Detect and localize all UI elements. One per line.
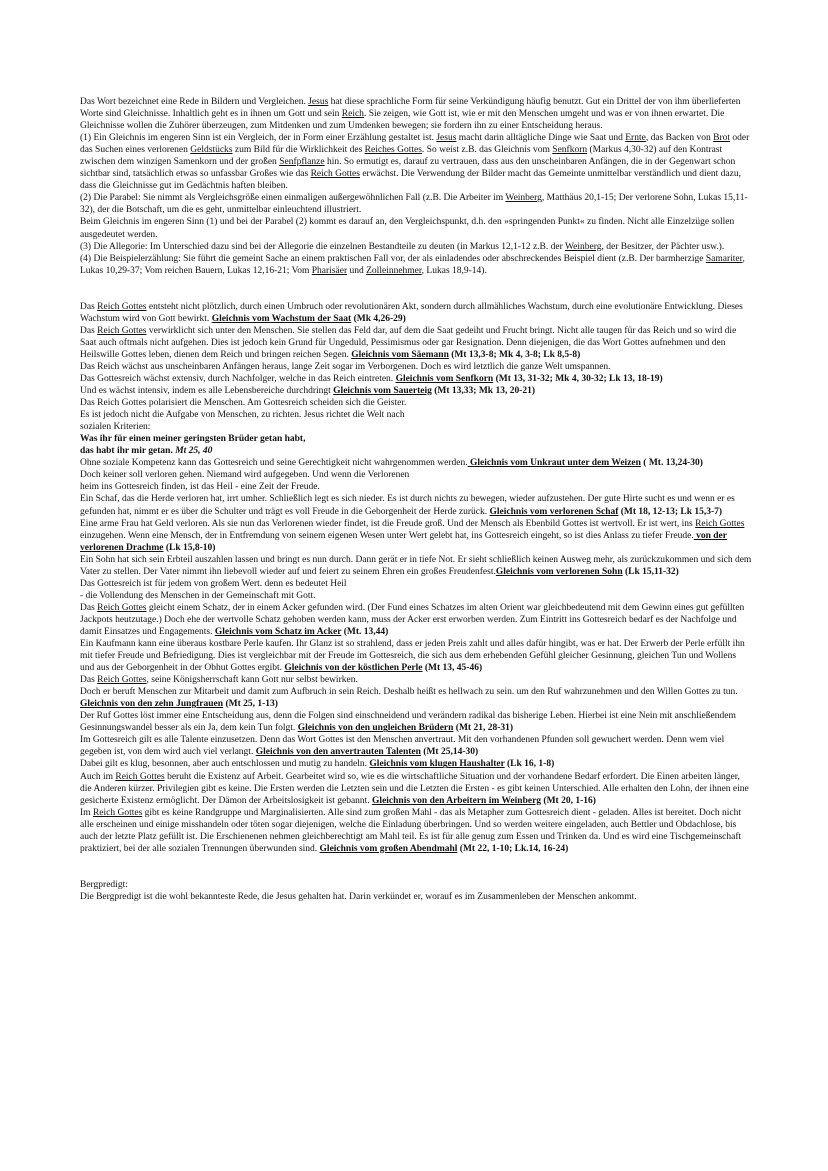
body-paragraph: Und es wächst intensiv, indem es alle Lebensbereiche durchdringt Gleichnis vom Sauerteig (Mt 13,33; Mk 13, 20-21) <box>80 386 536 397</box>
parable-reference <box>468 458 703 468</box>
bible-citation: (Mt. 13,44) <box>341 626 389 637</box>
glossary-link[interactable]: Reich <box>341 109 364 120</box>
bible-citation: (Mt 20, 1-16) <box>541 795 596 806</box>
intro-paragraph: (3) Die Allegorie: Im Unterschied dazu sind bei der Allegorie die einzelnen Bestandteile zu deuten (in Markus 12,1-12 z.B. der Weinberg, der Besitzer, der Pächter usw.). <box>80 241 725 252</box>
parable-reference <box>372 796 596 806</box>
intro-paragraph: (2) Die Parabel: Sie nimmt als Vergleichsgröße einen einmaligen außergewöhnlichen Fall (z.B. Die Arbeiter im Weinberg, Matthäus 20,1-15; Der verlorene Sohn, Lukas 15,11-32), der die Botschaft, um die es geht, unmittelbar einleuchtend illustriert. <box>80 193 748 216</box>
parable-title: Gleichnis vom Schatz im Acker <box>214 626 342 637</box>
body-paragraph: Eine arme Frau hat Geld verloren. Als sie nun das Verlorenen wieder findet, ist die Freude groß. Und der Mensch als Ebenbild Gottes ist wertvoll. Er ist wert, ins Reich Gottes einzugehen. Wenn eine Mensch, der in Entfremdung von seinem eigenen Wesen unter Wert gelebt hat, ins Gottesreich eingeht, so ist dies Anlass zu tiefer Freude. von der verlorenen Drachme (Lk 15,8-10) <box>80 518 745 553</box>
bible-citation: (Mt 22, 1-10; Lk.14, 16-24) <box>457 843 569 854</box>
bible-quote-line <box>80 445 752 457</box>
body-paragraph: Das Reich wächst aus unscheinbaren Anfängen heraus, lange Zeit sogar im Verborgenen. Doch es wird letztlich die ganze Welt umspannen. <box>80 361 611 372</box>
parable-reference <box>215 627 388 637</box>
glossary-link[interactable]: Reich Gottes <box>97 325 147 336</box>
parable-reference <box>496 567 679 577</box>
parable-reference <box>333 386 535 396</box>
parable-reference <box>212 314 406 324</box>
glossary-link[interactable]: Reiches Gottes <box>364 145 422 156</box>
body-paragraph: Doch keiner soll verloren gehen. Niemand wird aufgegeben. Und wenn die Verlorenen <box>80 470 410 481</box>
parable-title: Gleichnis vom Unkraut unter dem Weizen <box>467 458 641 469</box>
parable-reference <box>298 723 513 733</box>
parable-reference <box>320 844 569 854</box>
parable-title: Gleichnis vom verlorenen Schaf <box>489 506 619 517</box>
bible-citation: (Mt 13, 31-32; Mk 4, 30-32; Lk 13, 18-19) <box>493 373 663 384</box>
glossary-link[interactable]: Reich Gottes <box>92 807 143 818</box>
glossary-link[interactable]: Zolleinnehmer <box>366 265 422 276</box>
glossary-link[interactable]: Reich Gottes <box>97 602 147 613</box>
bible-citation: (Mt 13, 45-46) <box>422 663 483 674</box>
bible-quote-line: Was ihr für einen meiner geringsten Brüder getan habt, <box>80 434 306 445</box>
parable-title: Gleichnis von der köstlichen Perle <box>284 663 423 674</box>
section-spacer <box>80 277 752 301</box>
bible-quote-text: das habt ihr mir getan. <box>80 446 173 457</box>
parable-title: Gleichnis vom Sauerteig <box>333 386 432 397</box>
bible-citation: (Mt 18, 12-13; Lk 15,3-7) <box>618 506 723 517</box>
bible-citation: (Lk 16, 1-8) <box>504 759 555 770</box>
glossary-link[interactable]: Senfkorn <box>552 145 588 156</box>
bible-citation: (Mt 13,33; Mk 13, 20-21) <box>431 386 536 397</box>
parable-title: Gleichnis von den zehn Jungfrauen <box>80 699 224 710</box>
bible-citation: (Mk 4,26-29) <box>351 313 406 324</box>
body-paragraph: Das Reich Gottes, seine Königsherrschaft kann Gott nur selbst bewirken. <box>80 675 358 686</box>
body-paragraph: Dabei gilt es klug, besonnen, aber auch entschlossen und mutig zu handeln. Gleichnis vom klugen Haushalter (Lk 16, 1-8) <box>80 759 555 770</box>
glossary-link[interactable]: Weinberg <box>505 193 542 204</box>
intro-paragraph: (4) Die Beispielerzählung: Sie führt die gemeint Sache an einem praktischen Fall vor, der als einladendes oder abschreckendes Beispiel dient (z.B. Der barmherzige Samariter, Lukas 10,29-37; Vom reichen Bauern, Lukas 12,16-21; Vom Pharisäer und Zolleinnehmer, Lukas 18,9-14). <box>80 253 745 276</box>
body-paragraph: Das Reich Gottes entsteht nicht plötzlich, durch einen Umbruch oder revolutionären Akt, sondern durch allmähliches Wachstum, durch eine evolutionäre Entwicklung. Dieses Wachstum wird von Gott bewirkt. Gleichnis vom Wachstum der Saat (Mk 4,26-29) <box>80 301 743 324</box>
intro-paragraph: Das Wort bezeichnet eine Rede in Bildern und Vergleichen. Jesus hat diese sprachliche Form für seine Verkündigung häufig benutzt. Gut ein Drittel der von ihm überlieferten Worte sind Gleichnisse. Inhaltlich geht es in ihnen um Gott und sein Reich. Sie zeigen, wie Gott ist, wie er mit den Menschen umgeht und was er von ihnen erwartet. Die Gleichnisse wollen die Zuhörer überzeugen, zum Mitdenken und zum Umdenken bewegen; sie fordern ihn zu einer Entscheidung heraus. <box>80 97 741 132</box>
bible-citation: ( Mt. 13,24-30) <box>640 458 703 469</box>
glossary-link[interactable]: Reich Gottes <box>115 771 165 782</box>
parable-reference <box>369 759 554 769</box>
bible-citation: (Lk 15,8-10) <box>163 542 216 553</box>
glossary-link[interactable]: Reich Gottes <box>310 169 360 180</box>
glossary-link[interactable]: Geldstücks <box>190 145 233 156</box>
body-paragraph: Das Gottesreich wächst extensiv, durch Nachfolger, welche in das Reich eintreten. Gleichnis vom Senfkorn (Mt 13, 31-32; Mk 4, 30-32; Lk 13, 18-19) <box>80 373 663 384</box>
parable-title: von der verlorenen Drachme <box>80 530 727 553</box>
glossary-link[interactable]: Samariter <box>705 253 743 264</box>
glossary-link[interactable]: Reich Gottes <box>695 518 745 529</box>
bible-citation: (Mt 21, 28-31) <box>453 723 514 734</box>
bible-citation: (Mt 13,3-8; Mk 4, 3-8; Lk 8,5-8) <box>448 349 581 360</box>
body-paragraph: Doch er beruft Menschen zur Mitarbeit und damit zum Aufbruch in sein Reich. Deshalb heißt es hellwach zu sein. um den Ruf wahrzunehmen und den Willen Gottes zu tun. Gleichnis von den zehn Jungfrauen (Mt 25, 1-13) <box>80 687 738 710</box>
body-paragraph: Ein Sohn hat sich sein Erbteil auszahlen lassen und bringt es nun durch. Dann gerät er in tiefe Not. Er sieht schließlich keinen Ausweg mehr, als zurückzukommen und sich dem Vater zu stellen. Der Vater nimmt ihn liebevoll wieder auf und feiert zu seinem Ehren ein großes Freudenfest.Gleichnis vom verlorenen Sohn (Lk 15,11-32) <box>80 554 752 577</box>
intro-paragraph: (1) Ein Gleichnis im engeren Sinn ist ein Vergleich, der in Form einer Erzählung gestaltet ist. Jesus macht darin alltägliche Dinge wie Saat und Ernte, das Backen von Brot oder das Suchen eines verlorenen Geldstücks zum Bild für die Wirklichkeit des Reiches Gottes. So weist z.B. das Gleichnis vom Senfkorn (Markus 4,30-32) auf den Kontrast zwischen dem winzigen Samenkorn und der großen Senfpflanze hin. So ermutigt es, darauf zu vertrauen, dass aus den unscheinbaren Anfängen, die in der Gegenwart schon sichtbar sind, tatsächlich etwas so unfassbar Großes wie das Reich Gottes erwächst. Die Verwendung der Bilder macht das Gemeinte unmittelbar verständlich und dient dazu, dass die Gleichnisse gut im Gedächtnis haften bleiben. <box>80 133 750 192</box>
parable-title: Gleichnis von den Arbeitern im Weinberg <box>372 795 542 806</box>
glossary-link[interactable]: Jesus <box>308 97 329 107</box>
body-paragraph: Das Reich Gottes gleicht einem Schatz, der in einem Acker gefunden wird. (Der Fund eines Schatzes im alten Orient war gleichbedeutend mit dem Gewinn eines gut gefüllten Jackpots heutzutage.) Doch ehe der wertvolle Schatz gehoben werden kann, muss der Acker erst erworben werden. Zum Eintritt ins Gottesreich bedarf es der Nachfolge und damit Einsatzes und Engagements. Gleichnis vom Schatz im Acker (Mt. 13,44) <box>80 602 745 637</box>
body-paragraph: sozialen Kriterien: <box>80 422 151 433</box>
parable-reference <box>256 747 478 757</box>
bergpredigt-section <box>80 879 752 903</box>
glossary-link[interactable]: Reich Gottes <box>97 301 147 312</box>
parable-title: Gleichnis vom klugen Haushalter <box>369 759 505 770</box>
body-paragraph: Der Ruf Gottes löst immer eine Entscheidung aus, denn die Folgen sind einschneidend und verändern radikal das bisherige Leben. Hierbei ist eine Nein mit anschließendem Gesinnungswandel besser als ein Ja, dem kein Tun folgt. Gleichnis von den ungleichen Brüdern (Mt 21, 28-31) <box>80 711 736 734</box>
parable-reference <box>80 699 278 709</box>
glossary-link[interactable]: Reich Gottes <box>97 675 147 686</box>
bible-citation: (Mt 25,14-30) <box>420 747 479 758</box>
glossary-link[interactable]: Senfpflanze <box>279 157 325 168</box>
bible-quote-reference: Mt 25, 40 <box>172 446 213 457</box>
parable-title: Gleichnis von den anvertrauten Talenten <box>255 747 421 758</box>
body-paragraph: Das Reich Gottes verwirklicht sich unter den Menschen. Sie stellen das Feld dar, auf dem die Saat gedeiht und Frucht bringt. Nicht alle taugen für das Reich und so wird die Saat auch oftmals nicht aufgehen. Dies ist jedoch kein Grund für Ungeduld, Pessimismus oder gar Resignation. Denn diejenigen, die das Wort Gottes aufnehmen und den Heilswille Gottes leben, dienen dem Reich und bringen reichen Segen. Gleichnis vom Säemann (Mt 13,3-8; Mk 4, 3-8; Lk 8,5-8) <box>80 325 737 360</box>
parable-title: Gleichnis vom Säemann <box>351 349 449 360</box>
body-paragraph: Im Reich Gottes gibt es keine Randgruppe und Marginalisierten. Alle sind zum großen Mahl - das als Metapher zum Gottesreich dient - geladen. Alles ist bereitet. Doch nicht alle erscheinen und einige misshandeln oder töten sogar diejenigen, welche die Einladung überbringen. Und so werden weitere eingeladen, auch Bettler und Obdachlose, bis auch der letzte Platz gefüllt ist. Die Erschienenen nehmen gleichberechtigt am Mahl teil. Es ist für alle genug zum Essen und Trinken da. Und es wird eine Tischgemeinschaft praktiziert, bei der alle sozialen Trennungen überwunden sind. Gleichnis vom großen Abendmahl (Mt 22, 1-10; Lk.14, 16-24) <box>80 807 742 854</box>
reich-gottes-section <box>80 301 752 855</box>
glossary-link[interactable]: Weinberg <box>564 241 602 252</box>
glossary-link[interactable]: Ernte <box>625 133 646 144</box>
glossary-link[interactable]: Pharisäer <box>311 265 348 276</box>
bible-citation: (Lk 15,11-32) <box>622 566 679 577</box>
parable-title: Gleichnis vom großen Abendmahl <box>319 843 458 854</box>
parable-reference <box>490 507 723 517</box>
parable-title: Gleichnis vom verlorenen Sohn <box>495 566 623 577</box>
body-paragraph: Ein Kaufmann kann eine überaus kostbare Perle kaufen. Ihr Glanz ist so strahlend, dass er jeden Preis zahlt und alles dafür hingibt, was er hat. Der Erwerb der Perle erfüllt ihn mit tiefer Freude und Befriedigung. Dies ist vergleichbar mit der Freude im Gottesreich, die sich aus dem erhebenden Gefühl gleicher Gesinnung, gleichen Tun und Wollens und aus der Geborgenheit in der Obhut Gottes ergibt. Gleichnis von der köstlichen Perle (Mt 13, 45-46) <box>80 639 745 674</box>
body-paragraph: Im Gottesreich gilt es alle Talente einzusetzen. Denn das Wort Gottes ist den Menschen anvertraut. Mit den vorhandenen Pfunden soll gewuchert werden. Denn wem viel gegeben ist, von dem wird auch viel verlangt. Gleichnis von den anvertrauten Talenten (Mt 25,14-30) <box>80 735 725 758</box>
body-paragraph: heim ins Gottesreich finden, ist das Heil - eine Zeit der Freude. <box>80 482 320 493</box>
parable-title: Gleichnis vom Wachstum der Saat <box>211 313 352 324</box>
parable-reference <box>80 531 727 553</box>
body-paragraph: Ein Schaf, das die Herde verloren hat, irrt umher. Schließlich legt es sich nieder. Es ist durch nichts zu bewegen, wieder aufzustehen. Der gute Hirte sucht es und wenn er es gefunden hat, nimmt er es über die Schulter und trägt es voll Freude in die Geborgenheit der Herde zurück. Gleichnis vom verlorenen Schaf (Mt 18, 12-13; Lk 15,3-7) <box>80 494 735 517</box>
bergpredigt-text: Die Bergpredigt ist die wohl bekannteste Rede, die Jesus gehalten hat. Darin verkündet er, worauf es im Zusammenleben der Menschen ankommt. <box>80 891 637 902</box>
parable-title: Gleichnis vom Senfkorn <box>395 373 494 384</box>
body-paragraph: Das Reich Gottes polarisiert die Menschen. Am Gottesreich scheiden sich die Geister. <box>80 398 407 409</box>
intro-paragraph: Beim Gleichnis im engeren Sinn (1) und bei der Parabel (2) kommt es darauf an, den Vergleichspunkt, d.h. den »springenden Punkt« zu finden. Nicht alle Einzelzüge sollen ausgedeutet werden. <box>80 217 735 240</box>
parable-reference <box>284 663 482 673</box>
parable-reference <box>396 374 663 384</box>
body-paragraph: Ohne soziale Kompetenz kann das Gottesreich und seine Gerechtigkeit nicht wahrgenommen werden. Gleichnis vom Unkraut unter dem Weizen ( Mt. 13,24-30) <box>80 458 703 469</box>
glossary-link[interactable]: Brot <box>713 133 730 144</box>
parable-reference <box>351 350 580 360</box>
bible-citation: (Mt 25, 1-13) <box>223 699 278 710</box>
body-paragraph: Es ist jedoch nicht die Aufgabe von Menschen, zu richten. Jesus richtet die Welt nach <box>80 410 405 421</box>
intro-section <box>80 96 752 277</box>
parable-title: Gleichnis von den ungleichen Brüdern <box>297 723 454 734</box>
glossary-link[interactable]: Jesus <box>436 133 457 144</box>
body-paragraph: Das Gottesreich ist für jedem von großem Wert. denn es bedeutet Heil <box>80 578 347 589</box>
body-paragraph: Auch im Reich Gottes beruht die Existenz auf Arbeit. Gearbeitet wird so, wie es die wirtschaftliche Situation und der vorhandene Bedarf erfordert. Die Einen arbeiten länger, die Anderen kürzer. Privilegien gibt es keine. Die Ersten werden die Letzten sein und die Letzten die Ersten - es gibt keinen Unterschied. Alle erhalten den Lohn, der ihnen eine gesicherte Existenz ermöglicht. Der Dämon der Arbeitslosigkeit ist gebannt. Gleichnis von den Arbeitern im Weinberg (Mt 20, 1-16) <box>80 771 749 806</box>
bergpredigt-heading: Bergpredigt: <box>80 879 128 890</box>
body-paragraph: - die Vollendung des Menschen in der Gemeinschaft mit Gott. <box>80 590 316 601</box>
section-spacer <box>80 855 752 879</box>
